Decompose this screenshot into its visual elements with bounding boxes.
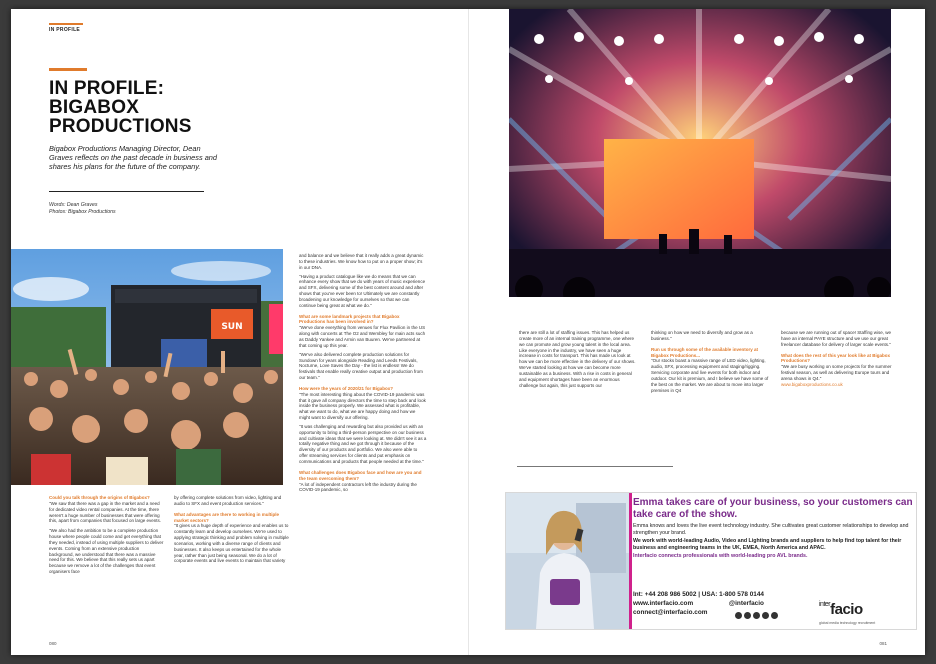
- col3-paragraph-4: "We've also delivered complete production solutions for Sundown for years alongside Reading and Leeds Festivals, Nocturne, Love Saves the Day - the list is endless! We do festivals that enable really creative output and production from our team.": [299, 351, 423, 381]
- advert-woman-photo: [506, 493, 629, 629]
- col3-question-3: What challenges does Bigabox face and how are you and the team overcoming them?: [299, 469, 422, 481]
- logo-tagline: global media technology recruitment: [819, 621, 876, 625]
- advert-handle[interactable]: @interfacio: [728, 600, 764, 607]
- col3-paragraph-6: "It was challenging and rewarding but also provided us with an opportunity to bring a third-person perspective on our business and cultivate ideas that we were looking at. We didn't see it as a totally negative thing and we got through it because of the diversity of our products and portfolio. We also were able to offer streaming services for clients and put emphasis on communications and products that people needed at the time.": [299, 423, 427, 464]
- column-end-rule: [517, 466, 673, 467]
- right-page: [468, 9, 925, 655]
- logo-small-text: inter: [819, 601, 831, 608]
- col1-paragraph-2: "We also had the ambition to be a complete production house where people could come and get everything that they needed, instead of using multiple suppliers to deliver events. Coming from an extensive production background, we understood that there was a massive need for this. We believe that this really sets us apart because we remove a lot of the challenges that event organisers face: [49, 528, 164, 575]
- youtube-icon[interactable]: [771, 612, 778, 619]
- left-column-2: [174, 495, 290, 629]
- article-title: IN PROFILE: BIGABOX PRODUCTIONS: [49, 78, 192, 137]
- r-col3-paragraph-1: because we are running out of space! Staffing wise, we have an internal PAYE structure and we use our great freelancer database for delivery of larger scale events.": [781, 330, 891, 347]
- r-col2-paragraph-2: "Our stocks boast a massive range of LED video, lighting, audio, SFX, processing equipment and staging/rigging. Servicing corporate and live events for both indoor and outdoor. Our kit is premium, and I believe we have some of the best on the market. We are about to move into larger premises in Q4: [651, 358, 769, 393]
- advert-paragraph-1: Emma knows and loves the live event technology industry. She cultivates great customer relationships to develop and strengthen your brand.: [633, 523, 909, 536]
- linkedin-icon[interactable]: [735, 612, 742, 619]
- r-col2-paragraph-1: thinking on how we need to diversify and grow as a business.": [651, 330, 753, 341]
- r-col2-question-1: Run us through some of the available inventory at Bigabox Productions...: [651, 346, 759, 358]
- social-icons: [735, 612, 778, 619]
- right-page-number: 081: [879, 641, 887, 646]
- title-accent-bar: [49, 68, 87, 71]
- col3-paragraph-3: "We've done everything from venues for Flux Pavilion in the US along with concerts at The O2 and Wembley for main acts such as Daddy Yankee and Armin van Buuren. We've partnered at that coming up this year.: [299, 325, 426, 348]
- col3-question-2: How were the years of 2020/21 for Bigabox?: [299, 385, 394, 391]
- col1-paragraph-1: "We saw that there was a gap in the market and a need for dedicated video rental companies. At the time, there weren't a huge number of businesses that were offering this, apart from companies that focused on large events.: [49, 500, 162, 524]
- magazine-spread: [11, 9, 925, 655]
- svg-text:SUN: SUN: [221, 322, 243, 332]
- twitter-icon[interactable]: [744, 612, 751, 619]
- article-credits: [49, 202, 116, 216]
- advert-headline: Emma takes care of your business, so your customers can take care of the show.: [633, 497, 913, 520]
- r-col1-paragraph-1: there are still a lot of staffing issues. This has helped us create more of an internal training programme, one where we can promote and grow young talent in the local area. Like everyone in the industry, we have seen a huge increase in costs for transport. This has made us look at how we can be more effective in the delivery of our shows. We've started looking at how we can become more sustainable as a business. With a rise in costs in general and equipment shortages have been an enormous challenge but again, this just supports our: [519, 330, 636, 388]
- advert-paragraph-3: Interfacio connects professionals with world-leading pro AVL brands.: [633, 553, 808, 560]
- credit-photos: Photos: Bigabox Productions: [49, 209, 116, 215]
- credit-words: Words: Dean Graves: [49, 202, 98, 208]
- col2-paragraph-1: by offering complete solutions from video, lighting and audio to SFX and event production services.": [174, 495, 282, 506]
- instagram-icon[interactable]: [762, 612, 769, 619]
- col2-paragraph-2: "It gives us a huge depth of experience and enables us to constantly learn and develop ourselves. We're used to applying strategic thinking and problem solving in multiple scenarios, working with a diverse range of clients and businesses. It also keeps us entertained for the whole year, rather than just being seasonal. We do a lot of corporate events and live events to maintain that variety: [174, 523, 289, 564]
- r-col3-question-1: What does the rest of this year look like at Bigabox Productions?: [781, 352, 891, 364]
- r-col3-paragraph-2: "We are busy working on some projects for the summer festival season, as well as delivering Europe tours and arena shows in Q4.": [781, 364, 892, 381]
- festival-crowd-photo: [11, 249, 283, 485]
- title-rule: [49, 191, 204, 192]
- col3-paragraph-5: "The most interesting thing about the COVID-19 pandemic was that it gave all company directors the time to step back and look inside the business properly. We assessed what is profitable, what we want to do, what we are happy doing and how we might want to diversify our offering.: [299, 391, 426, 421]
- left-page: [11, 9, 468, 655]
- left-column-3: [299, 253, 427, 629]
- interfacio-logo: [819, 601, 863, 618]
- col3-paragraph-1: and balance and we believe that it really adds a great dynamic to these industries. We know how to put on a proper show; it's in our DNA.: [299, 253, 424, 270]
- advert-accent-bar: [629, 493, 632, 629]
- logo-big-text: facio: [830, 601, 863, 618]
- col3-paragraph-2: "Having a product catalogue like we do means that we can enhance every show that we do with years of music experience and SFX, delivering some of the best content around and after shows that you've ever been to! Ultimately we are constantly broadening our knowledge for ourselves so that we can continue being great at what we do.": [299, 273, 426, 308]
- col3-question-1: What are some landmark projects that Bigabox Productions has been involved in?: [299, 313, 400, 325]
- section-label: IN PROFILE: [49, 27, 81, 33]
- right-column-3: [781, 330, 899, 456]
- left-page-number: 080: [49, 641, 57, 646]
- article-standfirst: Bigabox Productions Managing Director, Dean Graves reflects on the past decade in business and shares his plans for the future of the company.: [49, 144, 218, 171]
- festival-crowd-illustration: [11, 249, 283, 485]
- advert-paragraph-2: We work with world-leading Audio, Video and Lighting brands and suppliers to help find top talent for their business and engineering teams in the UK, EMEA, North America and APAC.: [633, 538, 902, 551]
- concert-stage-photo: [509, 9, 891, 297]
- facebook-icon[interactable]: [753, 612, 760, 619]
- advert-phone[interactable]: Int: +44 208 986 5002 | USA: 1-800 578 0144: [633, 591, 764, 598]
- advert-body: [633, 523, 913, 560]
- company-website-link[interactable]: www.bigaboxproductions.co.uk: [781, 381, 843, 387]
- right-column-1: [519, 330, 639, 456]
- advert-email[interactable]: connect@interfacio.com: [633, 609, 708, 616]
- concert-lights-illustration: [509, 9, 891, 297]
- section-accent-bar: [49, 23, 83, 25]
- col2-question-1: What advantages are there to working in multiple market sectors?: [174, 511, 280, 523]
- right-column-2: [651, 330, 769, 456]
- col3-paragraph-7: "A lot of independent contractors left the industry during the COVID-19 pandemic, so: [299, 481, 417, 493]
- advert-website[interactable]: www.interfacio.com: [633, 600, 694, 607]
- col1-question-1: Could you talk through the origins of Bigabox?: [49, 495, 150, 500]
- advert-website-row: [633, 599, 764, 608]
- left-column-1: [49, 495, 165, 629]
- interfacio-advert: [505, 492, 917, 630]
